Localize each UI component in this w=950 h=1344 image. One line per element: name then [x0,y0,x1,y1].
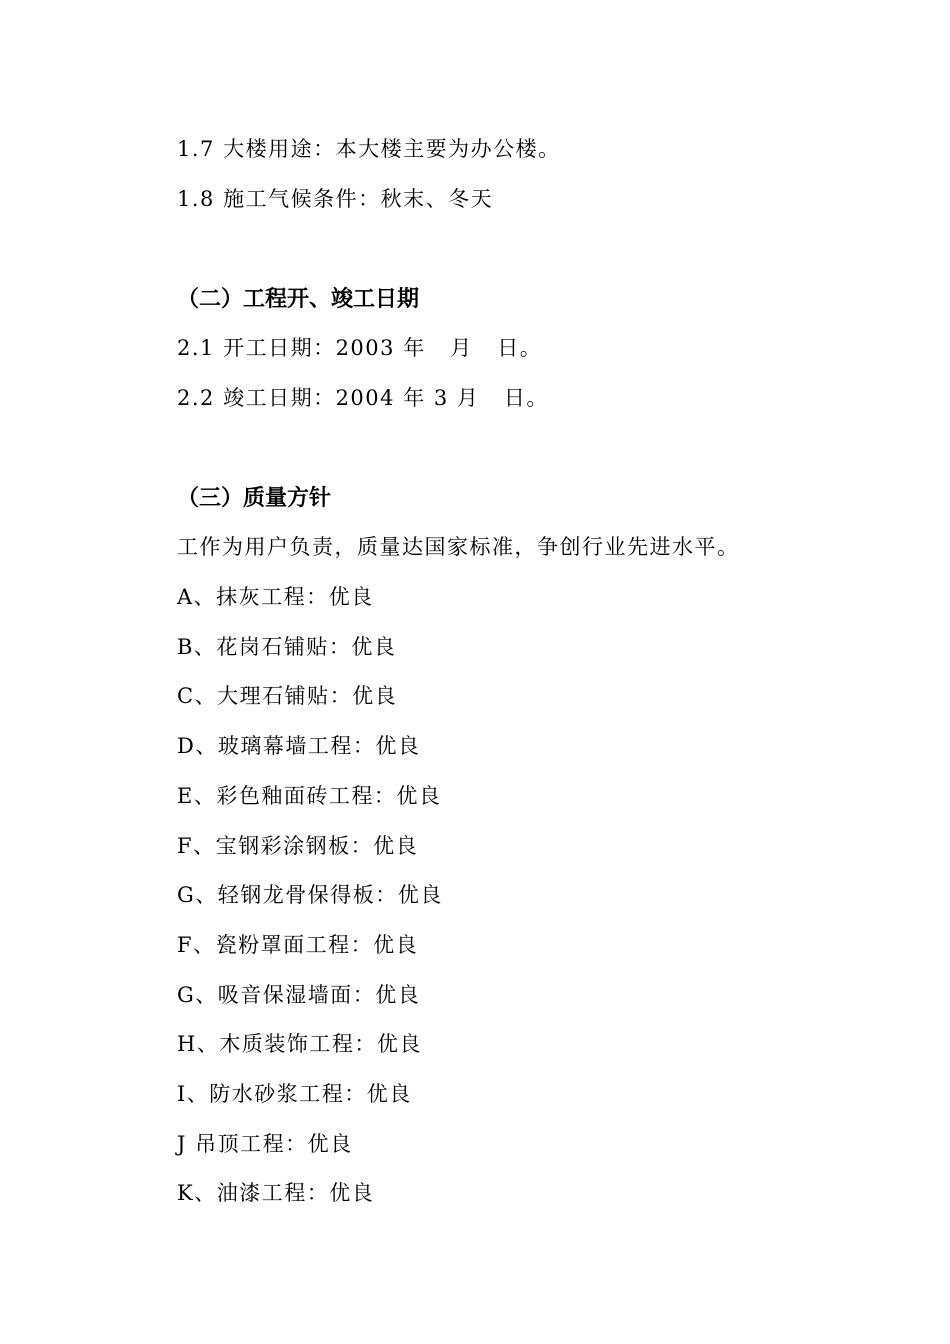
list-item: A、抹灰工程：优良 [177,585,374,609]
item-1-7: 1.7 大楼用途：本大楼主要为办公楼。 [177,137,561,161]
list-item: C、大理石铺贴：优良 [177,684,398,708]
list-item: K、油漆工程：优良 [177,1181,375,1205]
quality-intro: 工作为用户负责，质量达国家标准，争创行业先进水平。 [177,535,740,559]
section-heading-quality: （三）质量方针 [177,486,332,511]
list-item: G、轻钢龙骨保得板：优良 [177,883,443,907]
item-1-8: 1.8 施工气候条件：秋末、冬天 [177,187,494,211]
item-2-2: 2.2 竣工日期：2004 年 3 月 日。 [177,386,549,410]
item-2-1: 2.1 开工日期：2003 年 月 日。 [177,336,543,360]
list-item: E、彩色釉面砖工程：优良 [177,784,442,808]
list-item: I、防水砂浆工程：优良 [177,1082,412,1106]
list-item: B、花岗石铺贴：优良 [177,635,397,659]
list-item: F、瓷粉罩面工程：优良 [177,933,419,957]
list-item: H、木质装饰工程：优良 [177,1032,422,1056]
list-item: J 吊顶工程：优良 [177,1132,353,1156]
list-item: D、玻璃幕墙工程：优良 [177,734,421,758]
list-item: F、宝钢彩涂钢板：优良 [177,834,419,858]
section-heading-schedule: （二）工程开、竣工日期 [177,287,420,312]
list-item: G、吸音保湿墙面：优良 [177,983,421,1007]
